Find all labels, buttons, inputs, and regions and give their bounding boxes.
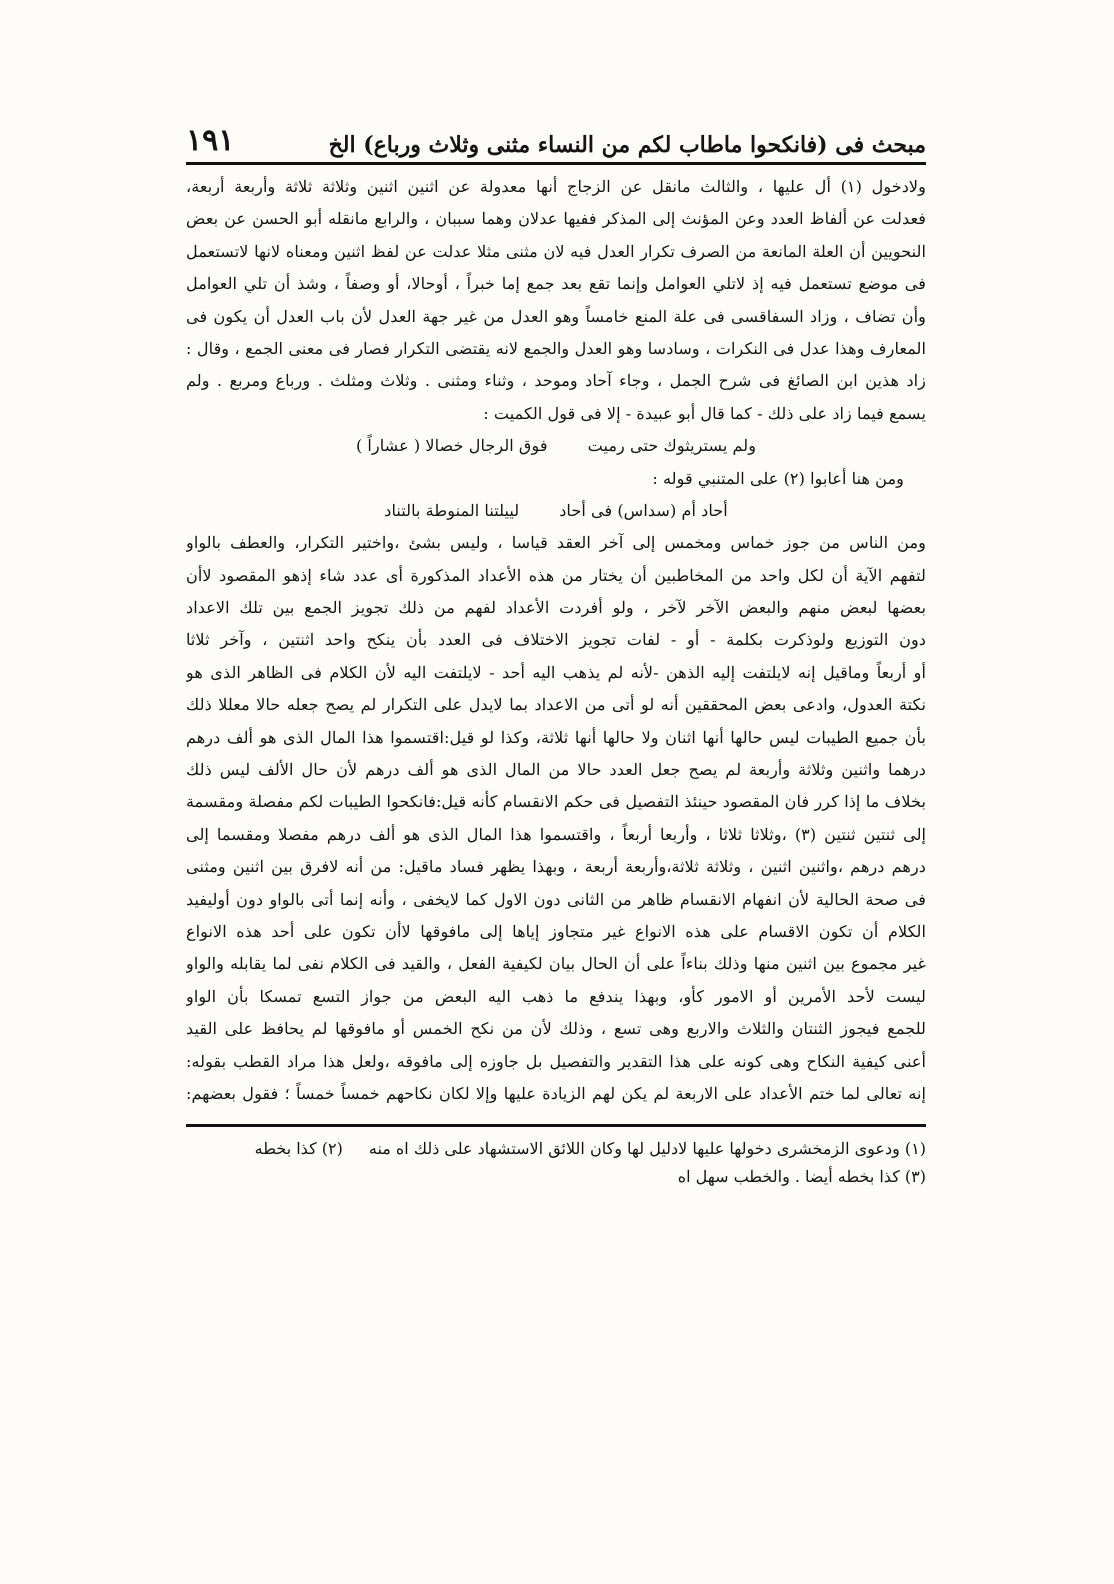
- text-line: فى موضع تستعمل فيه إذ لاتلي العوامل وإنما تقع بعد جمع إما خبراً ، أوحالا، أو وصفاً ، وشذ أن تلي العوامل: [186, 274, 926, 294]
- text-line: الكلام أن تكون الاقسام على هذه الانواع غير متجاوز إياها إلى مافوقها لاأن تكون على أحد هذه الانواع: [186, 921, 926, 941]
- verse-second-hemistich: لييلتنا المنوطة بالتناد: [384, 500, 520, 520]
- text-line: أو أربعاً وماقيل إنه لايلتفت إليه الذهن -لأنه لم يذهب اليه أحد - لايلتفت اليه لأن الكلام فى الظاهر الذى هو: [186, 662, 926, 682]
- footnote-1: (١) ودعوى الزمخشرى دخولها عليها لادليل لها وكان اللائق الاستشهاد على ذلك اه منه: [368, 1139, 926, 1159]
- text-line: النحويين أن العلة المانعة من الصرف تكرار العدل فيه لان مثنى مثلا عدلت عن لفظ اثنين ومعناه لانها لاتستعمل: [186, 241, 926, 261]
- running-header: [186, 118, 926, 165]
- text-line: بخلاف ما إذا كرر فان المقصود حينئذ التفصيل فى حكم الانقسام كأنه قيل:فانكحوا الطيبات لكم مفصلة ومقسمة: [186, 792, 926, 812]
- text-line: غير مجموع بين اثنين منها وذلك بناءاً على أن الحال بيان لكيفية الفعل ، والقيد فى الكلام نفى لما يقابله والواو: [186, 954, 926, 974]
- text-line: إنه تعالى لما ختم الأعداد على الاربعة لم يكن لهم الزيادة عليها وإلا لكان نكاحهم خمساً خمساً ؛ فقول بعضهم:: [186, 1083, 926, 1103]
- footnotes: [186, 1135, 926, 1191]
- text-line: بعضها لبعض منهم والبعض الآخر لآخر ، ولو أفردت الأعداد لفهم من ذلك تجويز الجمع بين تلك الاعداد: [186, 598, 926, 618]
- text-line: لتفهم الآية أن لكل واحد من المخاطبين أن يختار من هذه الأعداد المذكورة أى عدد شاء إذهو المقصود لاأن: [186, 565, 926, 585]
- header-title: مبحث فى (فانكحوا ماطاب لكم من النساء مثنى وثلاث ورباع) الخ: [328, 132, 926, 158]
- text-line: إلى ثنتين ثنتين (٣) ،وثلاثا ثلاثا ، وأربعا أربعاً ، واقتسموا هذا المال الذى هو ألف درهم مفصلا ومقسما إلى: [186, 824, 926, 844]
- text-line: درهما واثنين وثلاثة وأربعة لم يصح جعل العدد حالا من المال الذى هو ألف درهم لأن حال الألف ليس ذلك: [186, 760, 926, 780]
- verse-first-hemistich: ولم يستريثوك حتى رميت: [587, 436, 757, 456]
- text-line: ليست لأحد الأمرين أو الامور كأو، وبهذا يندفع ما ذهب اليه البعض من جواز التسع تمسكا بأن الواو: [186, 986, 926, 1006]
- text-line: فى صحة الحالية لأن انفهام الانقسام ظاهر من الثانى دون الاول كما لايخفى ، وأنه إنما أتى بالواو دون أوليفيد: [186, 889, 926, 909]
- page-number: ١٩١: [186, 123, 235, 158]
- text-line: المعارف وهذا عدل فى النكرات ، وسادسا وهو العدل والجمع لانه يقتضى التكرار فصار فى معنى الجمع ، وقال :: [186, 338, 926, 358]
- verse-kumayt: [186, 430, 926, 462]
- footnote-divider: [186, 1124, 926, 1127]
- verse-mutanabbi: [186, 495, 926, 527]
- text-line: فعدلت عن ألفاظ العدد وعن المؤنث إلى المذكر ففيها عدلان وهما سببان ، والرابع مانقله أبو الحسن عن بعض: [186, 209, 926, 229]
- text-line: نكتة العدول، وادعى بعض المحققين أنه لو أتى من الاعداد بما لايدل على التكرار لم يصح جعله حالا معللا ذلك: [186, 695, 926, 715]
- text-line: بأن جميع الطيبات ليس حالها أنها اثنان ولا حالها أنها ثلاثة، وكذا لو قيل:اقتسموا هذا المال الذى هو ألف درهم: [186, 727, 926, 747]
- text-line: درهم درهم ،واثنين اثنين ، وثلاثة ثلاثة،وأربعة أربعة ، وبهذا يظهر فساد ماقيل: من أنه لافرق بين اثنين ومثنى: [186, 857, 926, 877]
- text-line: ومن الناس من جوز خماس ومخمس إلى آخر العقد قياسا ، وليس بشئ ،واختير التكرار، والعطف بالواو: [186, 533, 926, 553]
- footnote-3: (٣) كذا بخطه أيضا . والخطب سهل اه: [677, 1167, 926, 1187]
- text-line: ولادخول (١) أل عليها ، والثالث مانقل عن الزجاج أنها معدولة عن اثنين اثنين وثلاثة ثلاثة وأربعة أربعة،: [186, 177, 926, 196]
- text-line: للجمع فيجوز الثنتان والثلاث والاربع وهى تسع ، وذلك لأن من نكح الخمس أو مافوقها لم يحافظ على القيد: [186, 1019, 926, 1039]
- page: [186, 118, 926, 1191]
- text-line: يسمع فيما زاد على ذلك - كما قال أبو عبيدة - إلا فى قول الكميت :: [483, 403, 926, 423]
- footnote-line: [186, 1135, 926, 1163]
- text-line: دون التوزيع ولوذكرت بكلمة - أو - لفات تجويز الاختلاف فى العدد بأن ينكح واحد اثنتين ، وآخر ثلاثا: [186, 630, 926, 650]
- text-line: وأن تضاف ، وزاد السفاقسى فى علة المنع خامساً وهو العدل من غير جهة العدل لأن باب العدل أن يكون فى: [186, 306, 926, 326]
- verse-first-hemistich: أحاد أم (سداس) فى أحاد: [559, 500, 728, 520]
- text-line: زاد هذين ابن الصائغ فى شرح الجمل ، وجاء آحاد وموحد ، وثناء ومثنى . وثلاث ومثلث . ورباع ومربع . ولم: [186, 371, 926, 391]
- footnote-line: [186, 1163, 926, 1191]
- verse-second-hemistich: فوق الرجال خصالا ( عشاراً ): [355, 436, 548, 456]
- main-text: [186, 171, 926, 1110]
- text-line: أعنى كيفية النكاح وهى كونه على هذا التقدير والتفصيل بل جاوزه إلى مافوقه ،ولعل هذا مراد القطب بقوله:: [186, 1051, 926, 1071]
- footnote-2: (٢) كذا بخطه: [254, 1139, 343, 1159]
- text-line: ومن هنا أعابوا (٢) على المتنبي قوله :: [652, 468, 904, 488]
